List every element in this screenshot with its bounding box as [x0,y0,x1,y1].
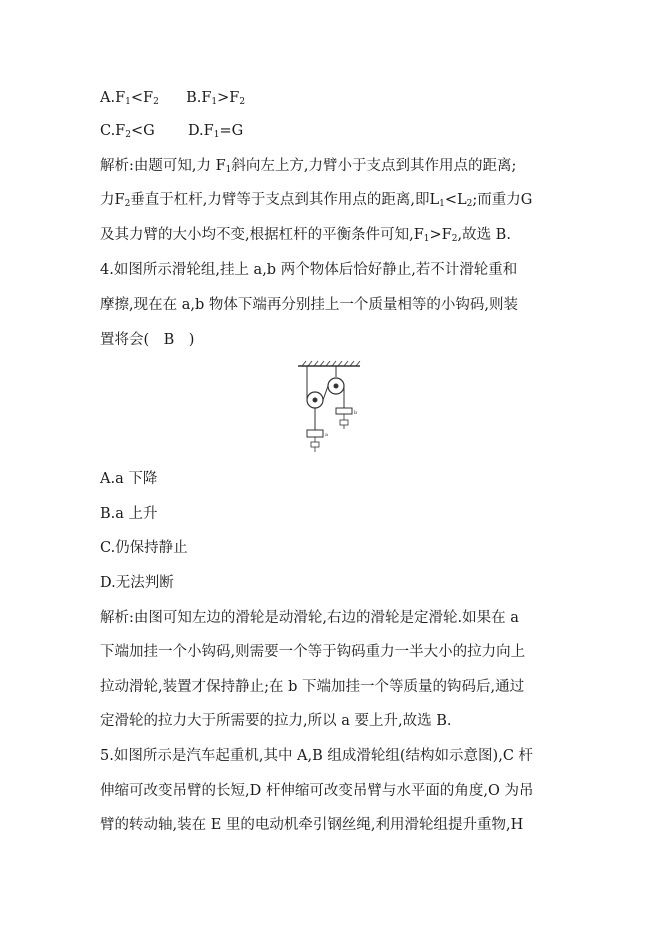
analysis-prev-line-1: 解析:由题可知,力 $F_1$斜向左上方,力臂小于支点到其作用点的距离; [100,158,517,175]
label-b: b [354,410,358,416]
option-c: $C.F_2<G$ [100,123,155,140]
option-b: $B.F_1>F_2$ [186,90,246,107]
q4-stem-line-1: 4.如图所示滑轮组,挂上 a,b 两个物体后恰好静止,若不计滑轮重和 [100,262,518,278]
q4-option-c: C.仍保持静止 [100,540,188,556]
pulley-diagram [296,360,370,456]
weight-a [307,430,323,437]
label-a: a [325,432,328,438]
weight-b [336,408,352,414]
options-row-cd [100,120,243,146]
q4-stem-line-2: 摩擦,现在在 a,b 物体下端再分别挂上一个质量相等的小钩码,则装 [100,297,518,313]
hook-weight-b [340,420,348,425]
q4-analysis-line-3: 拉动滑轮,装置才保持静止;在 b 下端加挂一个等质量的钩码后,通过 [100,679,525,695]
q4-stem-line-3: 置将会( B ) [100,332,195,348]
q5-stem-line-2: 伸缩可改变吊臂的长短,D 杆伸缩可改变吊臂与水平面的角度,O 为吊 [100,783,534,799]
q5-stem-line-1: 5.如图所示是汽车起重机,其中 A,B 组成滑轮组(结构如示意图),C 杆 [100,748,534,764]
q4-analysis-line-4: 定滑轮的拉力大于所需要的拉力,所以 a 要上升,故选 B. [100,713,452,729]
q4-analysis-line-2: 下端加挂一个小钩码,则需要一个等于钩码重力一半大小的拉力向上 [100,644,526,660]
q4-analysis-line-1: 解析:由图可知左边的滑轮是动滑轮,右边的滑轮是定滑轮.如果在 a [100,610,519,626]
options-row-ab [100,87,245,113]
hook-weight-a [311,442,319,447]
analysis-prev-line-2: 力$F_2$垂直于杠杆,力臂等于支点到其作用点的距离,即$L_1<L_2$;而重力G [100,192,533,209]
option-a: $A.F_1<F_2$ [100,90,159,107]
q4-option-a: A.a 下降 [100,471,158,487]
q4-option-d: D.无法判断 [100,575,174,591]
analysis-prev-line-3: 及其力臂的大小均不变,根据杠杆的平衡条件可知$,F_1>F_2$,故选 B. [100,227,511,244]
q4-option-b: B.a 上升 [100,506,158,522]
q5-stem-line-3: 臂的转动轴,装在 E 里的电动机牵引钢丝绳,利用滑轮组提升重物,H [100,817,524,833]
option-d: $D.F_1=G$ [187,123,244,140]
